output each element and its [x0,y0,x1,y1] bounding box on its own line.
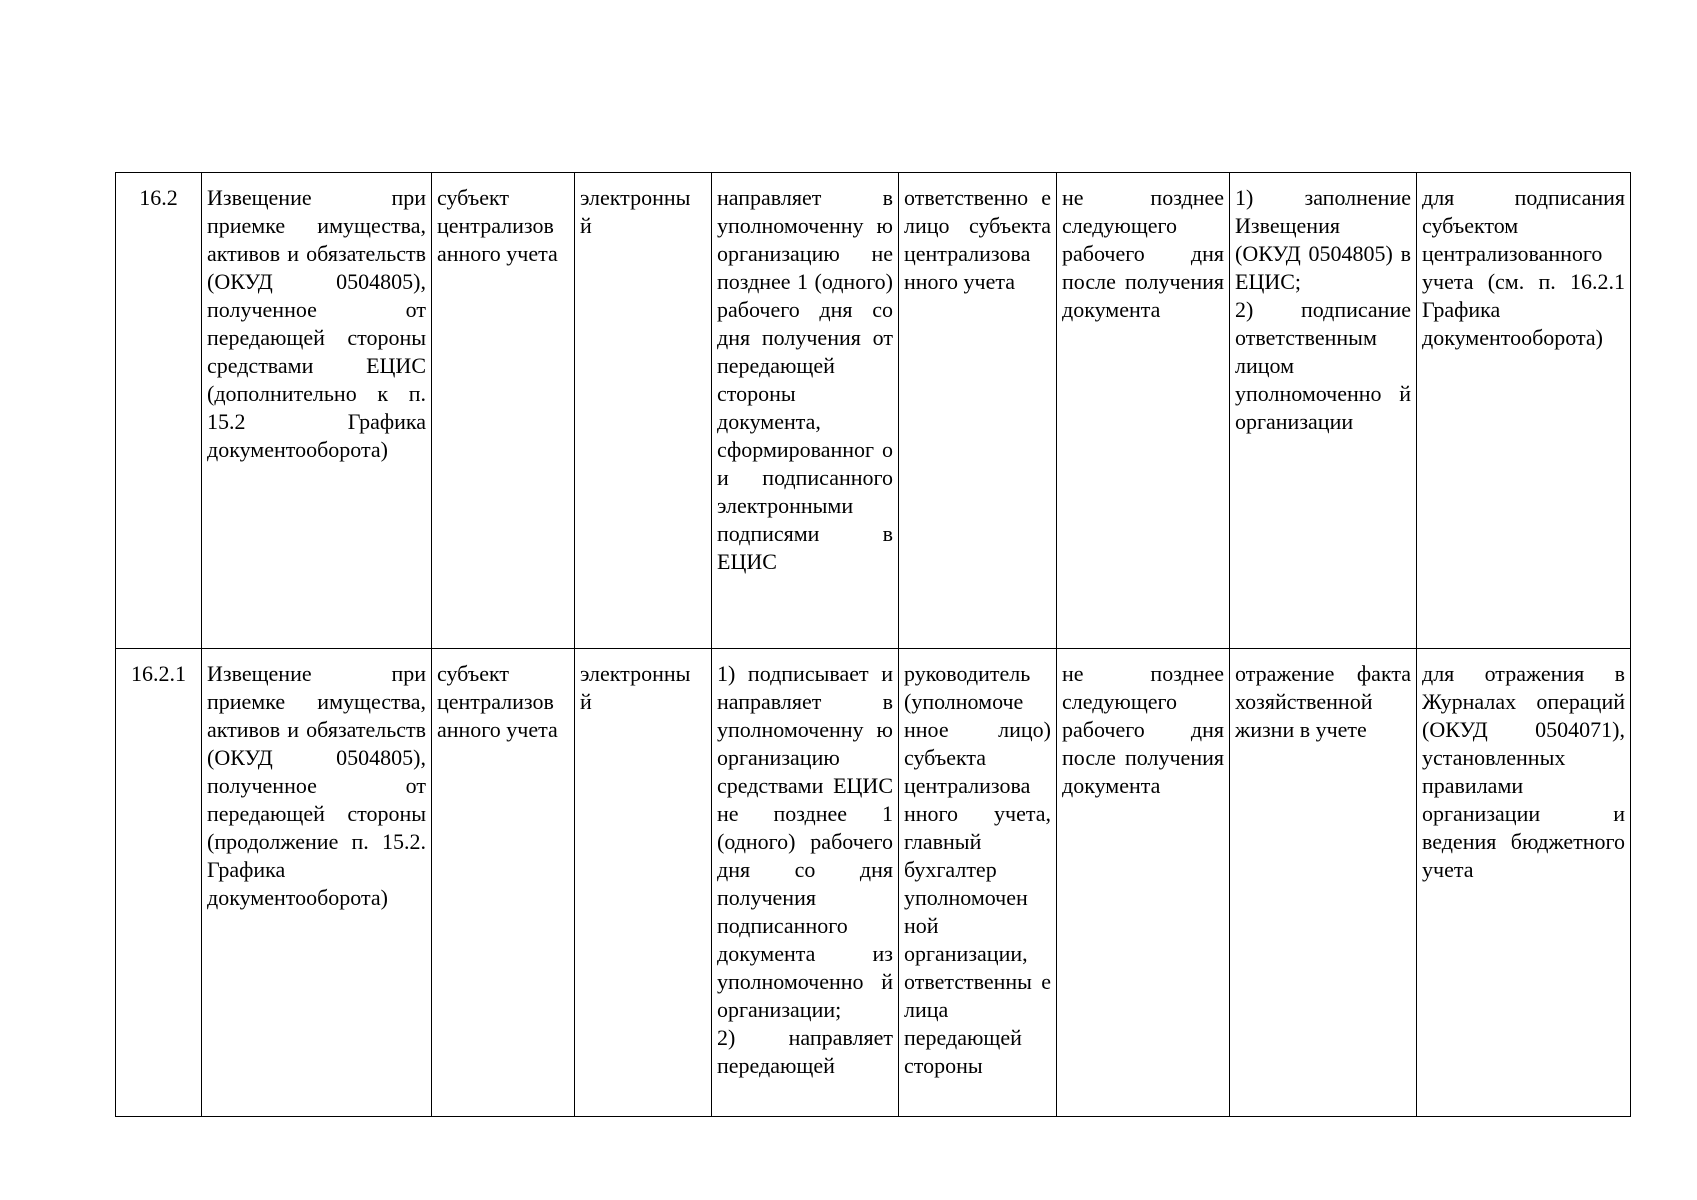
responsible-cell: руководитель (уполномоче нное лицо) субъекта централизова нного учета, главный бухгалтер уполномочен ной организации, ответственны е лица передающей стороны [899,649,1057,1117]
composer-cell: субъект централизов анного учета [432,173,575,649]
row-number-cell: 16.2.1 [116,649,202,1117]
form-cell: электронны й [575,649,712,1117]
deadline-cell: не позднее следующего рабочего дня после получения документа [1057,649,1230,1117]
document-name-cell: Извещение при приемке имущества, активов и обязательств (ОКУД 0504805), полученное от передающей стороны средствами ЕЦИС (дополнительно к п. 15.2 Графика документооборота) [202,173,432,649]
form-cell: электронны й [575,173,712,649]
procedure-cell: 1) подписывает и направляет в уполномоченну ю организацию средствами ЕЦИС не позднее 1 (одного) рабочего дня со дня получения подписанного документа из уполномоченно й организации; 2) направляет передающей [712,649,899,1117]
purpose-cell: для подписания субъектом централизованного учета (см. п. 16.2.1 Графика документооборота) [1417,173,1631,649]
composer-cell: субъект централизов анного учета [432,649,575,1117]
row-number-cell: 16.2 [116,173,202,649]
action-cell: отражение факта хозяйственной жизни в учете [1230,649,1417,1117]
action-cell: 1) заполнение Извещения (ОКУД 0504805) в ЕЦИС; 2) подписание ответственным лицом уполномоченно й организации [1230,173,1417,649]
table-row [116,173,1631,649]
purpose-cell: для отражения в Журналах операций (ОКУД 0504071), установленных правилами организации и ведения бюджетного учета [1417,649,1631,1117]
table-row [116,649,1631,1117]
document-name-cell: Извещение при приемке имущества, активов и обязательств (ОКУД 0504805), полученное от передающей стороны (продолжение п. 15.2. Графика документооборота) [202,649,432,1117]
deadline-cell: не позднее следующего рабочего дня после получения документа [1057,173,1230,649]
procedure-cell: направляет в уполномоченну ю организацию не позднее 1 (одного) рабочего дня со дня получения от передающей стороны документа, сформированног о и подписанного электронными подписями в ЕЦИС [712,173,899,649]
document-flow-table [115,172,1631,1117]
responsible-cell: ответственно е лицо субъекта централизова нного учета [899,173,1057,649]
